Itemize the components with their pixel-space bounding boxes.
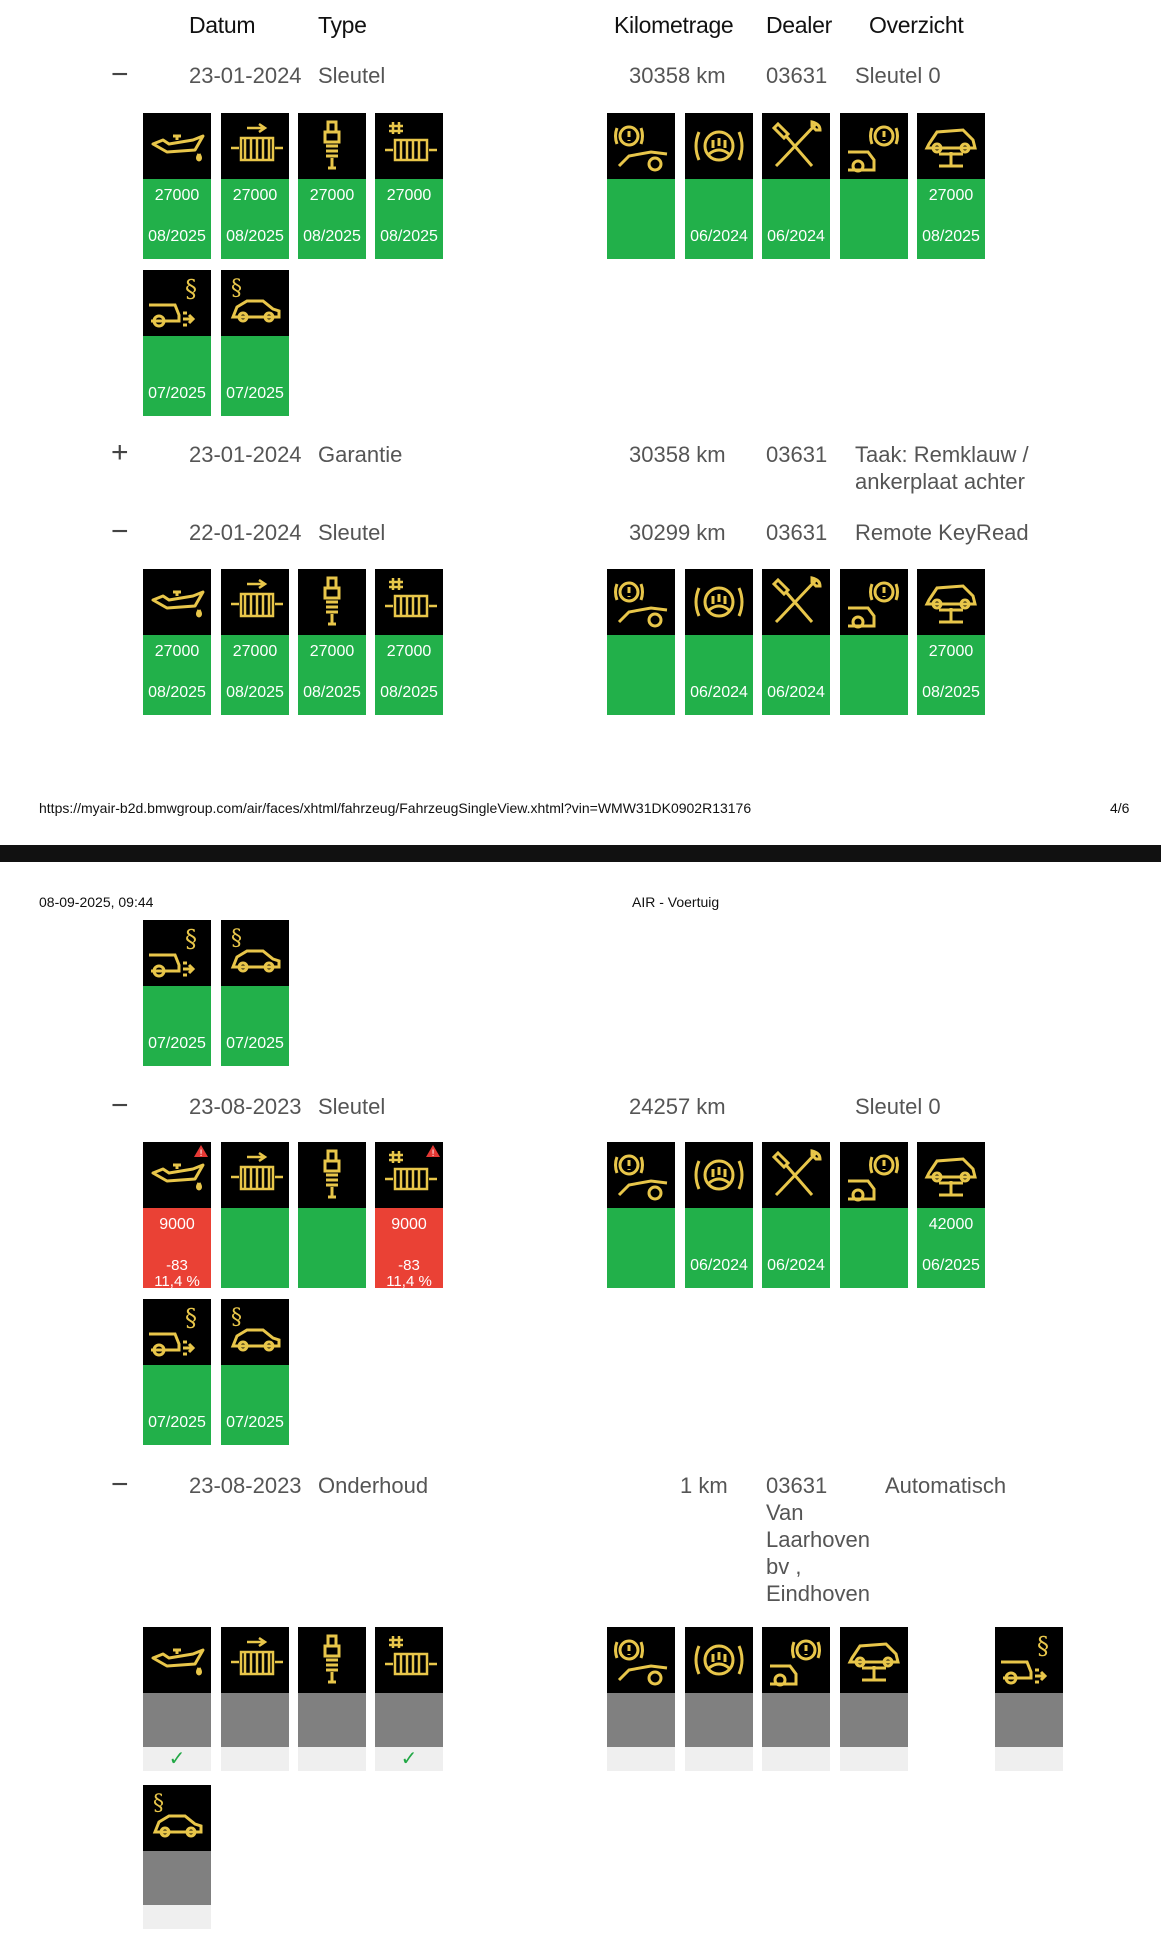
service-tile-spark-plug[interactable]: 27000 08/2025 [298,569,366,715]
page-url: https://myair-b2d.bmwgroup.com/air/faces/xhtml/fahrzeug/FahrzeugSingleView.xhtml?vin=WMW31DK0902R13176 [39,800,752,816]
spark-plug-icon [302,118,362,174]
row-overzicht: Automatisch [885,1473,1007,1498]
service-tile-micro-filter[interactable]: 27000 08/2025 [221,113,289,259]
page-separator [0,845,1161,862]
check-mark: ✓ [375,1747,443,1771]
vehicle-check-icon [921,1147,981,1203]
column-header-overzicht[interactable]: Overzicht [869,12,964,38]
fuel-filter-icon [379,1632,439,1688]
column-header-type[interactable]: Type [318,12,367,38]
service-tile-micro-filter[interactable]: 27000 08/2025 [221,569,289,715]
service-tile-fuel-filter-overdue[interactable]: ! 9000 -83 11,4 % [375,1142,443,1288]
vehicle-inspection-icon [225,1304,285,1360]
print-title: AIR - Voertuig [632,894,720,910]
row-km: 30299 km [629,520,726,545]
micro-filter-icon [225,574,285,630]
fuel-filter-icon [379,574,439,630]
micro-filter-icon [225,118,285,174]
print-datetime: 08-09-2025, 09:44 [39,894,154,910]
column-header-kilometrage[interactable]: Kilometrage [614,12,734,38]
vehicle-check-icon [921,118,981,174]
row-dealer: 03631 [766,520,828,545]
service-tile-micro-filter[interactable] [221,1627,289,1771]
dealer-name-line: Laarhoven [766,1527,870,1552]
service-tile-vehicle-check[interactable]: 27000 08/2025 [917,569,985,715]
service-tile-inspection[interactable]: 07/2025 [221,920,289,1066]
service-tile-brake-rear[interactable] [840,1142,908,1288]
row-type: Sleutel [318,63,386,88]
emission-inspection-icon [147,1304,207,1360]
collapse-toggle[interactable]: − [111,58,129,91]
column-header-datum[interactable]: Datum [189,12,256,38]
brake-front-icon [611,1632,671,1688]
brake-front-icon [611,574,671,630]
service-tile-vehicle-check[interactable]: 27000 08/2025 [917,113,985,259]
row-date: 23-01-2024 [189,442,302,467]
service-tile-tools[interactable]: 06/2024 [762,1142,830,1288]
brake-rear-icon [844,574,904,630]
oil-can-icon [147,118,207,174]
vehicle-inspection-icon [225,275,285,331]
vehicle-inspection-icon [147,1790,207,1846]
service-tile-spark-plug[interactable] [298,1627,366,1771]
brake-fluid-icon [689,118,749,174]
row-type: Garantie [318,442,403,467]
service-tile-brake-front[interactable] [607,1627,675,1771]
service-tile-vehicle-check[interactable] [840,1627,908,1771]
service-tile-spark-plug[interactable] [298,1142,366,1288]
service-tile-brake-fluid[interactable]: 06/2024 [685,569,753,715]
spark-plug-icon [302,574,362,630]
row-km: 30358 km [629,442,726,467]
service-tile-brake-rear[interactable] [840,113,908,259]
oil-can-icon [147,574,207,630]
row-dealer: 03631 [766,1473,828,1498]
service-tile-brake-front[interactable] [607,569,675,715]
spark-plug-icon [302,1632,362,1688]
service-tile-emission[interactable]: 07/2025 [143,920,211,1066]
vehicle-check-icon [844,1632,904,1688]
service-tile-brake-fluid[interactable]: 06/2024 [685,1142,753,1288]
dealer-name-line: Van [766,1500,804,1525]
collapse-toggle[interactable]: − [111,1468,129,1501]
row-overzicht: Taak: Remklauw / [855,442,1029,467]
expand-toggle[interactable]: + [111,436,129,469]
row-overzicht: Remote KeyRead [855,520,1029,545]
warning-icon [193,1144,209,1158]
row-type: Sleutel [318,1094,386,1119]
row-date: 23-08-2023 [189,1094,302,1119]
brake-rear-icon [844,118,904,174]
row-overzicht: Sleutel 0 [855,63,941,88]
row-overzicht-line2: ankerplaat achter [855,469,1025,494]
collapse-toggle[interactable]: − [111,1089,129,1122]
brake-fluid-icon [689,1632,749,1688]
service-tile-oil[interactable]: 27000 08/2025 [143,569,211,715]
warning-icon [425,1144,441,1158]
service-tile-emission[interactable]: 07/2025 [143,270,211,416]
page-number: 4/6 [1110,800,1130,816]
row-type: Onderhoud [318,1473,429,1498]
service-tile-inspection[interactable]: 07/2025 [221,270,289,416]
dealer-name-line: bv , [766,1554,802,1579]
service-tile-vehicle-check[interactable]: 42000 06/2025 [917,1142,985,1288]
emission-inspection-icon [147,925,207,981]
service-tile-oil[interactable] [143,1627,211,1771]
check-mark: ✓ [143,1747,211,1771]
row-km: 24257 km [629,1094,726,1119]
dealer-name-line: Eindhoven [766,1581,870,1606]
svg-text:!: ! [199,1149,203,1158]
row-date: 23-01-2024 [189,63,302,88]
service-tile-tools[interactable]: 06/2024 [762,569,830,715]
emission-inspection-icon [999,1632,1059,1688]
service-tools-icon [766,574,826,630]
row-date: 23-08-2023 [189,1473,302,1498]
service-tile-inspection[interactable]: 07/2025 [221,1299,289,1445]
service-tile-brake-fluid[interactable] [685,1627,753,1771]
service-tile-spark-plug[interactable]: 27000 08/2025 [298,113,366,259]
service-tile-inspection[interactable] [143,1785,211,1929]
service-tile-emission[interactable] [995,1627,1063,1771]
fuel-filter-icon [379,118,439,174]
brake-rear-icon [844,1147,904,1203]
service-tile-tools[interactable]: 06/2024 [762,113,830,259]
spark-plug-icon [302,1147,362,1203]
svg-text:!: ! [431,1149,435,1158]
service-tile-oil-overdue[interactable]: ! 9000 -83 11,4 % [143,1142,211,1288]
service-tile-brake-fluid[interactable]: 06/2024 [685,113,753,259]
service-tile-fuel-filter[interactable] [375,1627,443,1771]
service-tile-brake-front[interactable] [607,113,675,259]
service-tile-fuel-filter[interactable]: 27000 08/2025 [375,569,443,715]
collapse-toggle[interactable]: − [111,515,129,548]
service-tools-icon [766,1147,826,1203]
service-tile-fuel-filter[interactable]: 27000 08/2025 [375,113,443,259]
column-header-dealer[interactable]: Dealer [766,12,832,38]
row-overzicht: Sleutel 0 [855,1094,941,1119]
micro-filter-icon [225,1147,285,1203]
service-tile-brake-front[interactable] [607,1142,675,1288]
service-tile-micro-filter[interactable] [221,1142,289,1288]
vehicle-check-icon [921,574,981,630]
micro-filter-icon [225,1632,285,1688]
service-tile-emission[interactable]: 07/2025 [143,1299,211,1445]
service-tile-brake-rear[interactable] [762,1627,830,1771]
service-tile-brake-rear[interactable] [840,569,908,715]
row-km: 30358 km [629,63,726,88]
row-date: 22-01-2024 [189,520,302,545]
brake-fluid-icon [689,1147,749,1203]
emission-inspection-icon [147,275,207,331]
row-type: Sleutel [318,520,386,545]
row-dealer: 03631 [766,63,828,88]
row-km: 1 km [680,1473,728,1498]
row-dealer: 03631 [766,442,828,467]
vehicle-inspection-icon [225,925,285,981]
service-tile-oil[interactable]: 27000 08/2025 [143,113,211,259]
brake-fluid-icon [689,574,749,630]
brake-front-icon [611,1147,671,1203]
oil-can-icon [147,1632,207,1688]
brake-rear-icon [766,1632,826,1688]
brake-front-icon [611,118,671,174]
service-tools-icon [766,118,826,174]
